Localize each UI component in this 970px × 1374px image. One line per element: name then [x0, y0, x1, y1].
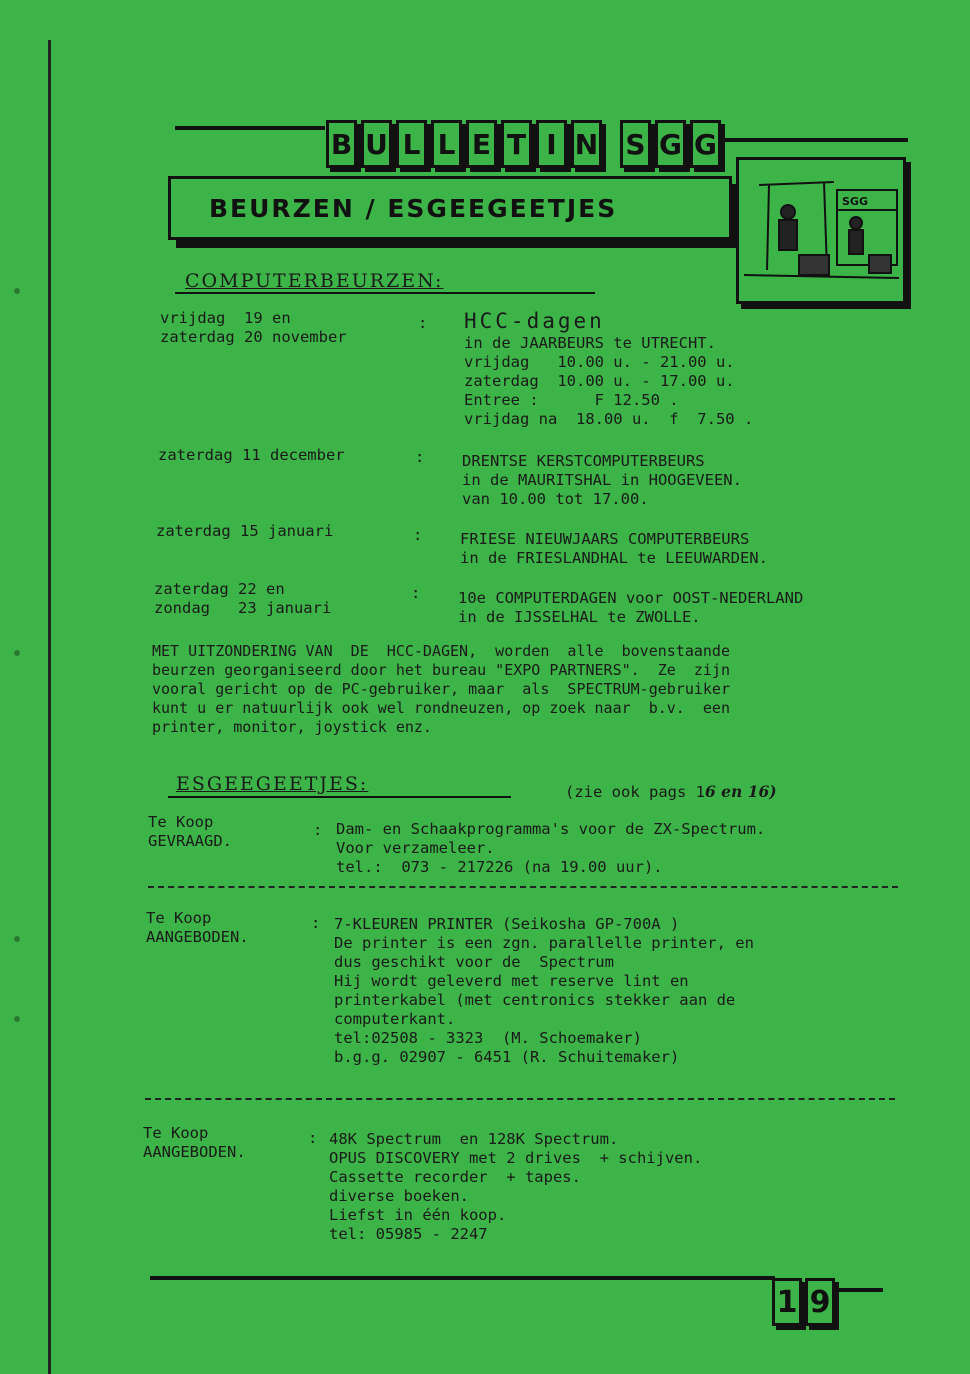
footer-rule-right — [838, 1288, 883, 1292]
punch-hole — [14, 288, 20, 294]
ad-separator — [148, 886, 898, 888]
page-number — [772, 1278, 835, 1326]
heading-rule — [175, 292, 595, 294]
ad-label: Te Koop GEVRAAGD. — [148, 813, 232, 850]
ad-label: Te Koop AANGEBODEN. — [146, 909, 249, 946]
section-heading-esgeegeetjes: ESGEEGEETJES: — [176, 773, 369, 795]
bulletin-logo — [326, 120, 721, 172]
title-banner — [168, 176, 732, 240]
see-also-note: (zie ook pags 16 en 16) — [565, 782, 777, 801]
ad-text: 48K Spectrum en 128K Spectrum. OPUS DISCOVERY met 2 drives + schijven. Cassette recorder + tapes. diverse boeken. Liefst in één koop. tel: 05985 - 2247 — [329, 1130, 703, 1243]
ad-text: 7-KLEUREN PRINTER (Seikosha GP-700A ) De printer is een zgn. parallelle printer, en dus geschikt voor de Spectrum Hij wordt geleverd met reserve lint en printerkabel (met centronics stekker aan de computerkant. tel:02508 - 3323 (M. Schoemaker) b.g.g. 02907 - 6451 (R. Schuitemaker) — [334, 915, 754, 1066]
logo-letter: G — [655, 120, 686, 168]
event-date: zaterdag 22 en zondag 23 januari — [154, 580, 332, 617]
logo-letter: U — [361, 120, 392, 168]
colon: : — [411, 584, 421, 602]
ad-label: Te Koop AANGEBODEN. — [143, 1124, 246, 1161]
event-date: zaterdag 15 januari — [156, 522, 334, 540]
logo-letter: E — [466, 120, 497, 168]
banner-title: BEURZEN / ESGEEGEETJES — [209, 193, 618, 223]
picture-sign: SGG — [842, 195, 868, 208]
colon: : — [413, 526, 423, 544]
logo-letter: B — [326, 120, 357, 168]
colon: : — [311, 914, 321, 932]
logo-letter: S — [620, 120, 651, 168]
heading-rule — [168, 796, 511, 798]
event-title: HCC-dagen — [464, 309, 605, 333]
event-date: vrijdag 19 en zaterdag 20 november — [160, 309, 347, 346]
punch-hole — [14, 1016, 20, 1022]
colon: : — [308, 1129, 318, 1147]
event-details: 10e COMPUTERDAGEN voor OOST-NEDERLAND in de IJSSELHAL te ZWOLLE. — [458, 589, 804, 626]
event-details: in de JAARBEURS te UTRECHT. vrijdag 10.00 u. - 21.00 u. zaterdag 10.00 u. - 17.00 u. Entree : F 12.50 . vrijdag na 18.00 u. f 7.50 . — [464, 334, 754, 428]
logo-letter: I — [536, 120, 567, 168]
page-digit: 1 — [772, 1278, 802, 1326]
punch-hole — [14, 650, 20, 656]
colon: : — [418, 314, 428, 332]
page-digit: 9 — [805, 1278, 835, 1326]
section-heading-beurzen: COMPUTERBEURZEN: — [185, 270, 444, 292]
ad-text: Dam- en Schaakprogramma's voor de ZX-Spectrum. Voor verzameleer. tel.: 073 - 217226 (na 19.00 uur). — [336, 820, 766, 876]
punch-hole — [14, 936, 20, 942]
fair-illustration — [736, 157, 906, 304]
event-date: zaterdag 11 december — [158, 446, 345, 464]
fair-scene-icon — [739, 160, 903, 301]
logo-letter: T — [501, 120, 532, 168]
ad-separator — [145, 1098, 895, 1100]
beurzen-note: MET UITZONDERING VAN DE HCC-DAGEN, worden alle bovenstaande beurzen georganiseerd door het bureau "EXPO PARTNERS". Ze zijn vooral gericht op de PC-gebruiker, maar als SPECTRUM-gebruiker kunt u er natuurlijk ook wel rondneuzen, op zoek naar b.v. een printer, monitor, joystick enz. — [152, 642, 730, 736]
logo-letter: N — [571, 120, 602, 168]
binding-line — [48, 40, 51, 1374]
event-details: DRENTSE KERSTCOMPUTERBEURS in de MAURITSHAL in HOOGEVEEN. van 10.00 tot 17.00. — [462, 452, 742, 508]
header-rule-left — [175, 126, 325, 130]
header-rule-right — [715, 138, 908, 142]
colon: : — [313, 821, 323, 839]
logo-letter: G — [690, 120, 721, 168]
colon: : — [415, 448, 425, 466]
logo-letter: L — [431, 120, 462, 168]
logo-letter: L — [396, 120, 427, 168]
footer-rule-left — [150, 1276, 775, 1280]
event-details: FRIESE NIEUWJAARS COMPUTERBEURS in de FRIESLANDHAL te LEEUWARDEN. — [460, 530, 768, 567]
